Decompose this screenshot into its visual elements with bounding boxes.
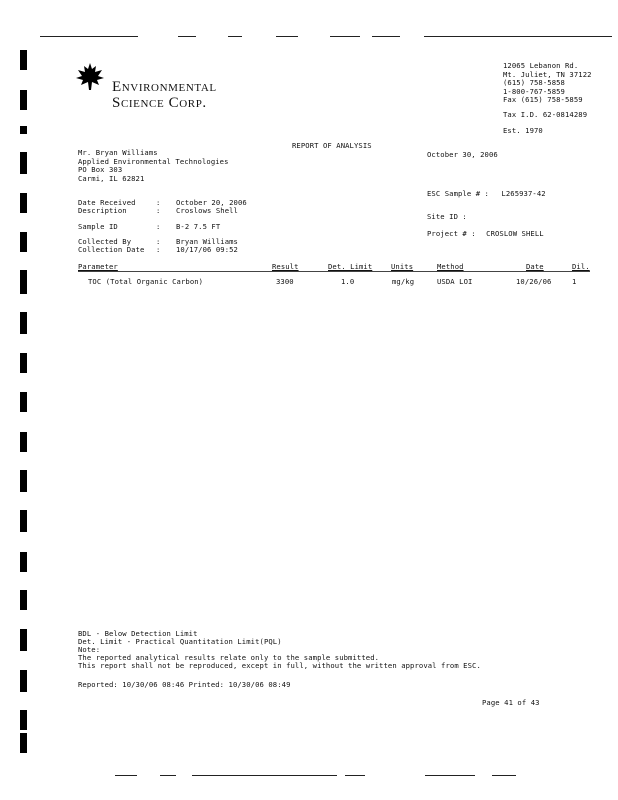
registration-mark	[20, 629, 27, 651]
field-label: Sample ID	[78, 222, 118, 231]
project-label: Project # :	[427, 229, 476, 238]
company-address	[503, 62, 592, 105]
note-line: This report shall not be reproduced, except in full, without the written approval from ESC.	[78, 661, 481, 670]
registration-mark	[20, 90, 27, 110]
scan-line	[276, 36, 298, 37]
field-sep: :	[156, 237, 161, 246]
field-sep: :	[156, 198, 161, 207]
registration-mark	[20, 392, 27, 412]
esc-sample	[427, 189, 546, 198]
registration-mark	[20, 50, 27, 70]
table-row	[0, 277, 618, 287]
cell-units: mg/kg	[392, 277, 415, 286]
field-sep: :	[156, 206, 161, 215]
project-value: CROSLOW SHELL	[486, 229, 544, 238]
notes	[78, 630, 481, 670]
registration-mark	[20, 733, 27, 753]
field-sep: :	[156, 222, 161, 231]
cell-result: 3300	[276, 277, 294, 286]
scan-line	[492, 775, 516, 776]
registration-mark	[20, 152, 27, 174]
address-line: 12065 Lebanon Rd.	[503, 61, 579, 70]
maple-leaf-icon	[74, 62, 106, 92]
report-title: REPORT OF ANALYSIS	[292, 141, 372, 150]
esc-sample-value: L265937-42	[501, 189, 546, 198]
table-header-rule	[78, 271, 590, 272]
project	[427, 229, 544, 238]
registration-mark	[20, 126, 27, 134]
header-parameter: Parameter	[78, 262, 118, 271]
scan-line	[345, 775, 365, 776]
field-value: Croslows Shell	[176, 206, 238, 215]
established: Est. 1970	[503, 126, 543, 135]
registration-mark	[20, 353, 27, 373]
company-logo	[74, 62, 106, 96]
note-line: Note:	[78, 645, 101, 654]
sample-field-collection-date	[78, 245, 238, 254]
field-value: 10/17/06 09:52	[176, 245, 238, 254]
scan-line	[228, 36, 242, 37]
company-name-line2: Science Corp.	[112, 95, 207, 111]
field-label: Collection Date	[78, 245, 145, 254]
sample-field-sample-id	[78, 222, 220, 231]
sample-field-description	[78, 206, 238, 215]
page-number: Page 41 of 43	[482, 698, 540, 707]
address-line: Fax (615) 758-5859	[503, 95, 583, 104]
field-value: October 20, 2006	[176, 198, 247, 207]
client-line: PO Box 303	[78, 165, 123, 174]
field-sep: :	[156, 245, 161, 254]
registration-mark	[20, 590, 27, 610]
reported-line: Reported: 10/30/06 08:46 Printed: 10/30/06 08:49	[78, 680, 291, 689]
scan-line	[40, 36, 138, 37]
scan-line	[115, 775, 137, 776]
cell-date: 10/26/06	[516, 277, 552, 286]
client-line: Carmi, IL 62821	[78, 173, 145, 183]
scan-line	[424, 36, 612, 37]
site-id-label: Site ID :	[427, 212, 467, 221]
scan-line	[425, 775, 475, 776]
header-dil: Dil.	[572, 262, 590, 271]
registration-mark	[20, 193, 27, 213]
cell-method: USDA LOI	[437, 277, 473, 286]
client-line: Applied Environmental Technologies	[78, 156, 229, 166]
note-line: BDL - Below Detection Limit	[78, 629, 198, 638]
registration-mark	[20, 670, 27, 692]
registration-mark	[20, 552, 27, 572]
scan-line	[178, 36, 196, 37]
address-line: 1-800-767-5859	[503, 86, 565, 96]
scan-line	[192, 775, 337, 776]
registration-mark	[20, 432, 27, 452]
address-line: (615) 758-5858	[503, 78, 565, 87]
header-result: Result	[272, 262, 299, 271]
field-label: Date Received	[78, 198, 136, 207]
header-det-limit: Det. Limit	[328, 262, 373, 271]
registration-mark	[20, 312, 27, 334]
site-id	[427, 212, 467, 221]
registration-mark	[20, 232, 27, 252]
header-method: Method	[437, 262, 464, 271]
address-line: Mt. Juliet, TN 37122	[503, 69, 592, 79]
tax-id: Tax I.D. 62-0814289	[503, 110, 588, 119]
registration-mark	[20, 510, 27, 532]
field-value: B-2 7.5 FT	[176, 222, 221, 231]
registration-mark	[20, 710, 27, 730]
client-line: Mr. Bryan Williams	[78, 148, 158, 157]
company-name-line1: Environmental	[112, 79, 217, 95]
registration-mark	[20, 470, 27, 492]
esc-sample-label: ESC Sample # :	[427, 189, 489, 198]
header-date: Date	[526, 262, 544, 271]
cell-det-limit: 1.0	[341, 277, 355, 286]
cell-parameter: TOC (Total Organic Carbon)	[88, 277, 204, 286]
header-units: Units	[391, 262, 414, 271]
scan-line	[330, 36, 360, 37]
note-line: The reported analytical results relate only to the sample submitted.	[78, 653, 380, 662]
field-label: Description	[78, 206, 127, 215]
report-date: October 30, 2006	[427, 150, 498, 159]
field-label: Collected By	[78, 237, 132, 246]
note-line: Det. Limit - Practical Quantitation Limit(PQL)	[78, 637, 282, 646]
scan-line	[372, 36, 400, 37]
field-value: Bryan Williams	[176, 237, 238, 246]
cell-dil: 1	[572, 277, 577, 286]
scan-line	[160, 775, 176, 776]
client-address	[78, 149, 229, 183]
